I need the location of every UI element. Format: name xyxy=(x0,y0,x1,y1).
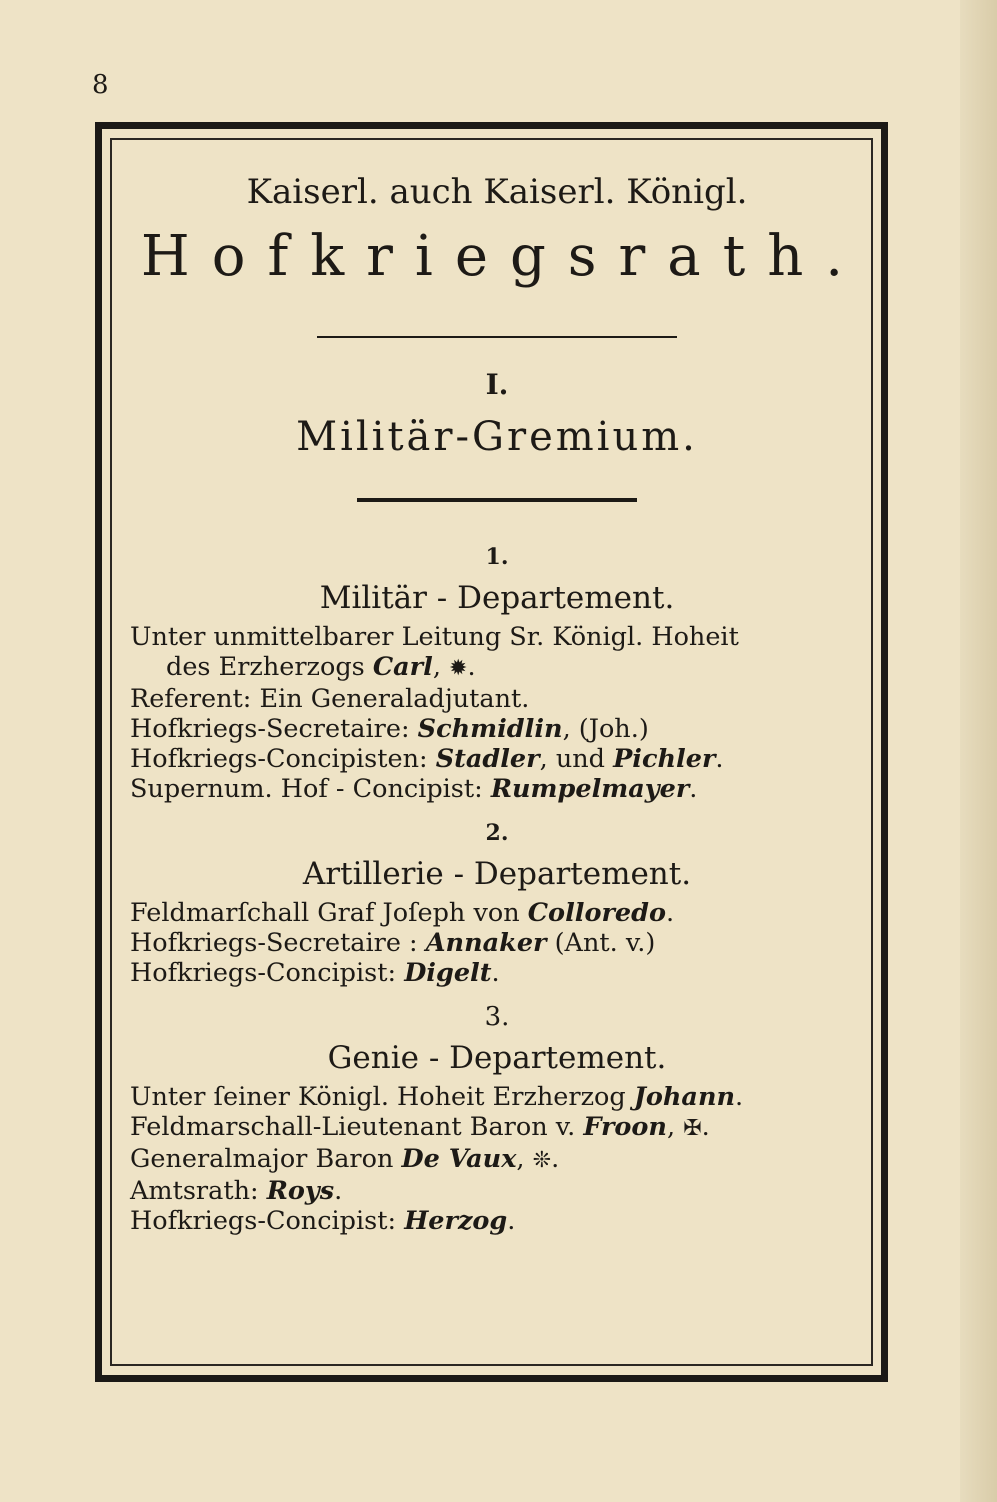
entry-line xyxy=(130,622,867,652)
department-title: Artillerie - Departement. xyxy=(302,856,692,892)
department-title: Genie - Departement. xyxy=(327,1040,667,1076)
person-name: Froon xyxy=(583,1112,667,1142)
entry-line xyxy=(130,774,867,804)
entry-text: Supernum. Hof - Concipist: xyxy=(130,774,491,804)
section-divider xyxy=(357,498,637,502)
person-name: Johann xyxy=(633,1082,736,1112)
entry-text: Unter unmittelbarer Leitung Sr. Königl. Hoheit xyxy=(130,622,739,652)
page-content xyxy=(127,170,867,1236)
department-military xyxy=(127,542,867,804)
entry-text: . xyxy=(467,652,476,682)
entry-text: (Ant. v.) xyxy=(546,928,656,958)
entry-line xyxy=(130,1112,867,1144)
entry-line xyxy=(130,744,867,774)
entry-text: . xyxy=(689,774,698,804)
entry-text: Generalmajor Baron xyxy=(130,1144,402,1174)
department-entries xyxy=(127,898,867,988)
entry-text: , xyxy=(432,652,450,682)
entry-line xyxy=(130,652,867,684)
entry-text: , und xyxy=(539,744,614,774)
header-subtitle: Kaiserl. auch Kaiserl. Königl. xyxy=(246,172,748,212)
entry-text: Unter ſeiner Königl. Hoheit Erzherzog xyxy=(130,1082,634,1112)
entry-line xyxy=(130,1206,867,1236)
person-name: Colloredo xyxy=(527,898,666,928)
entry-text: . xyxy=(334,1176,343,1206)
entry-text: , xyxy=(666,1112,684,1142)
person-name: Pichler xyxy=(613,744,716,774)
person-name: Stadler xyxy=(435,744,540,774)
person-name: Carl xyxy=(372,652,433,682)
person-name: Herzog xyxy=(404,1206,508,1236)
entry-line xyxy=(130,898,867,928)
person-name: Rumpelmayer xyxy=(490,774,690,804)
entry-text: . xyxy=(665,898,675,928)
entry-text: . xyxy=(507,1206,516,1236)
entry-line xyxy=(130,684,867,714)
entry-text: . xyxy=(735,1082,744,1112)
department-number: 1. xyxy=(485,544,509,570)
page-number: 8 xyxy=(92,70,109,100)
order-symbol-icon: ✹ xyxy=(449,656,468,681)
section-number: I. xyxy=(485,368,509,401)
entry-line xyxy=(130,928,867,958)
facing-page-edge xyxy=(960,0,997,1502)
person-name: Roys xyxy=(266,1176,335,1206)
department-title: Militär - Departement. xyxy=(319,580,675,616)
entry-text: des Erzherzogs xyxy=(166,652,373,682)
entry-text: Feldmarschall-Lieutenant Baron v. xyxy=(130,1112,584,1142)
department-engineering xyxy=(127,1002,867,1236)
person-name: Schmidlin xyxy=(417,714,563,744)
entry-line xyxy=(130,1144,867,1176)
entry-line xyxy=(130,714,867,744)
entry-text: , (Joh.) xyxy=(562,714,649,744)
order-symbol-icon: ❊ xyxy=(532,1148,552,1173)
page-title: Hofkriegsrath. xyxy=(140,224,866,289)
entry-text: . xyxy=(491,958,500,988)
department-entries xyxy=(127,622,867,804)
entry-text: . xyxy=(551,1144,560,1174)
department-number: 2. xyxy=(485,820,509,846)
entry-text: Hofkriegs-Concipisten: xyxy=(130,744,436,774)
department-artillery xyxy=(127,818,867,988)
entry-text: Hofkriegs-Concipist: xyxy=(130,1206,405,1236)
entry-line xyxy=(130,958,867,988)
order-symbol-icon: ✠ xyxy=(683,1116,702,1141)
person-name: De Vaux xyxy=(401,1144,517,1174)
entry-text: . xyxy=(701,1112,710,1142)
section-title: Militär-Gremium. xyxy=(296,414,698,460)
title-divider xyxy=(317,336,677,338)
entry-text: Amtsrath: xyxy=(130,1176,267,1206)
entry-text: . xyxy=(715,744,724,774)
department-entries xyxy=(127,1082,867,1236)
entry-text: , xyxy=(516,1144,533,1174)
person-name: Annaker xyxy=(425,928,547,958)
department-number: 3. xyxy=(484,1002,510,1032)
person-name: Digelt xyxy=(404,958,492,988)
entry-text: Hofkriegs-Concipist: xyxy=(130,958,405,988)
entry-line xyxy=(130,1082,867,1112)
entry-text: Feldmarſchall Graf Joſeph von xyxy=(130,898,528,928)
entry-text: Referent: Ein Generaladjutant. xyxy=(130,684,530,714)
entry-text: Hofkriegs-Secretaire : xyxy=(130,928,426,958)
entry-line xyxy=(130,1176,867,1206)
entry-text: Hofkriegs-Secretaire: xyxy=(130,714,418,744)
